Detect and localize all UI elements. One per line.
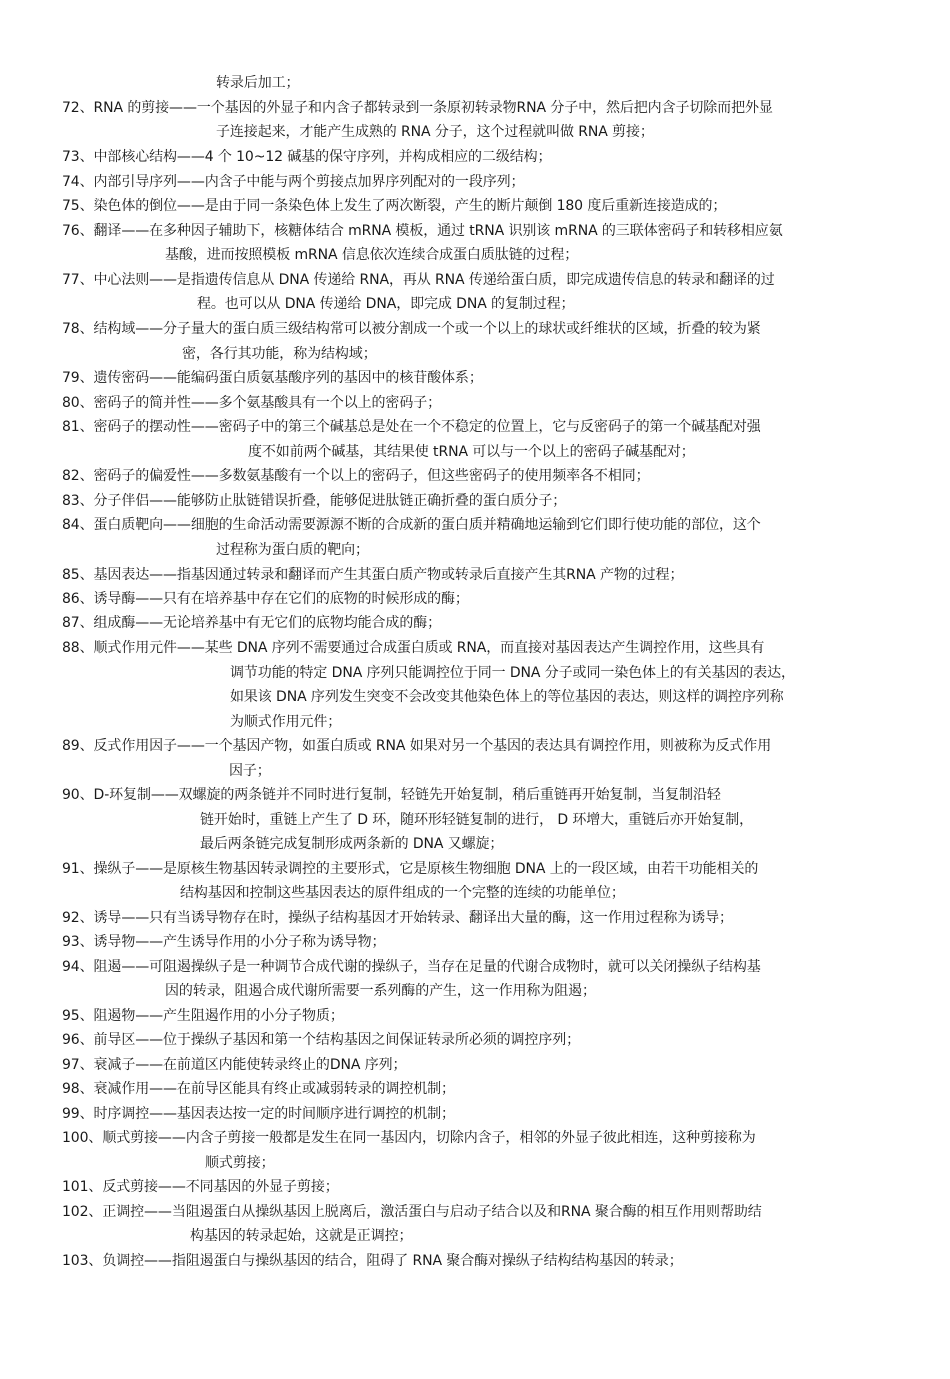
text-line: 85、基因表达——指基因通过转录和翻译而产生其蛋白质产物或转录后直接产生其RNA 产物的过程； (62, 567, 684, 583)
text-line: 77、中心法则——是指遗传信息从 DNA 传递给 RNA，再从 RNA 传递给蛋白质，即完成遗传信息的转录和翻译的过 (62, 272, 775, 288)
text-line: 101、反式剪接——不同基因的外显子剪接； (62, 1179, 339, 1195)
text-line: 76、翻译——在多种因子辅助下，核糖体结合 mRNA 模板，通过 tRNA 识别该 mRNA 的三联体密码子和转移相应氨 (62, 223, 783, 239)
text-line: 72、RNA 的剪接——一个基因的外显子和内含子都转录到一条原初转录物RNA 分子中，然后把内含子切除而把外显 (62, 100, 773, 116)
text-line: 91、操纵子——是原核生物基因转录调控的主要形式，它是原核生物细胞 DNA 上的一段区域，由若干功能相关的 (62, 861, 759, 877)
text-line: 96、前导区——位于操纵子基因和第一个结构基因之间保证转录所必须的调控序列； (62, 1032, 581, 1048)
text-line: 88、顺式作用元件——某些 DNA 序列不需要通过合成蛋白质或 RNA，而直接对基因表达产生调控作用，这些具有 (62, 640, 765, 656)
text-line: 结构基因和控制这些基因表达的原件组成的一个完整的连续的功能单位； (180, 885, 625, 901)
text-line: 转录后加工； (216, 75, 300, 91)
text-line: 最后两条链完成复制形成两条新的 DNA 又螺旋； (200, 836, 504, 852)
text-line: 89、反式作用因子——一个基因产物，如蛋白质或 RNA 如果对另一个基因的表达具有调控作用，则被称为反式作用 (62, 738, 772, 754)
text-line: 基酸，进而按照模板 mRNA 信息依次连续合成蛋白质肽链的过程； (165, 247, 579, 263)
text-line: 102、正调控——当阻遏蛋白从操纵基因上脱离后，激活蛋白与启动子结合以及和RNA 聚合酶的相互作用则帮助结 (62, 1204, 762, 1220)
text-line: 度不如前两个碱基，其结果使 tRNA 可以与一个以上的密码子碱基配对； (248, 444, 695, 460)
text-line: 83、分子伴侣——能够防止肽链错误折叠，能够促进肽链正确折叠的蛋白质分子； (62, 493, 567, 509)
text-line: 81、密码子的摆动性——密码子中的第三个碱基总是处在一个不稳定的位置上，它与反密码子的第一个碱基配对强 (62, 419, 761, 435)
text-line: 87、组成酶——无论培养基中有无它们的底物均能合成的酶； (62, 615, 442, 631)
text-line: 92、诱导——只有当诱导物存在时，操纵子结构基因才开始转录、翻译出大量的酶，这一作用过程称为诱导； (62, 910, 733, 926)
text-line: 子连接起来，才能产生成熟的 RNA 分子，这个过程就叫做 RNA 剪接； (216, 124, 654, 140)
text-line: 79、遗传密码——能编码蛋白质氨基酸序列的基因中的核苷酸体系； (62, 370, 483, 386)
text-line: 93、诱导物——产生诱导作用的小分子称为诱导物； (62, 934, 386, 950)
text-line: 调节功能的特定 DNA 序列只能调控位于同一 DNA 分子或同一染色体上的有关基因的表达， (230, 665, 795, 681)
text-line: 73、中部核心结构——4 个 10~12 碱基的保守序列，并构成相应的二级结构； (62, 149, 552, 165)
text-line: 因的转录，阻遏合成代谢所需要一系列酶的产生，这一作用称为阻遏； (165, 983, 596, 999)
text-line: 84、蛋白质靶向——细胞的生命活动需要源源不断的合成新的蛋白质并精确地运输到它们即行使功能的部位，这个 (62, 517, 761, 533)
text-line: 90、D-环复制——双螺旋的两条链并不同时进行复制，轻链先开始复制，稍后重链再开始复制，当复制沿轻 (62, 787, 721, 803)
text-line: 82、密码子的偏爱性——多数氨基酸有一个以上的密码子，但这些密码子的使用频率各不相同； (62, 468, 650, 484)
text-line: 75、染色体的倒位——是由于同一条染色体上发生了两次断裂，产生的断片颠倒 180 度后重新连接造成的； (62, 198, 727, 214)
text-line: 为顺式作用元件； (230, 714, 342, 730)
text-line: 密，各行其功能，称为结构域； (182, 346, 377, 362)
text-line: 86、诱导酶——只有在培养基中存在它们的底物的时候形成的酶； (62, 591, 469, 607)
text-line: 如果该 DNA 序列发生突变不会改变其他染色体上的等位基因的表达，则这样的调控序列称 (230, 689, 784, 705)
text-line: 94、阻遏——可阻遏操纵子是一种调节合成代谢的操纵子，当存在足量的代谢合成物时，就可以关闭操纵子结构基 (62, 959, 761, 975)
text-line: 顺式剪接； (205, 1155, 275, 1171)
text-line: 程。也可以从 DNA 传递给 DNA，即完成 DNA 的复制过程； (197, 296, 575, 312)
text-line: 过程称为蛋白质的靶向； (216, 542, 369, 558)
text-line: 因子； (229, 763, 271, 779)
text-line: 78、结构域——分子量大的蛋白质三级结构常可以被分割成一个或一个以上的球状或纤维状的区域，折叠的较为紧 (62, 321, 761, 337)
text-line: 97、衰减子——在前道区内能使转录终止的DNA 序列； (62, 1057, 407, 1073)
text-line: 80、密码子的简并性——多个氨基酸具有一个以上的密码子； (62, 395, 442, 411)
text-line: 95、阻遏物——产生阻遏作用的小分子物质； (62, 1008, 344, 1024)
text-line: 链开始时，重链上产生了 D 环，随环形轻链复制的进行， D 环增大，重链后亦开始复制， (200, 812, 754, 828)
text-line: 98、衰减作用——在前导区能具有终止或减弱转录的调控机制； (62, 1081, 455, 1097)
text-line: 构基因的转录起始，这就是正调控； (190, 1228, 413, 1244)
text-line: 99、时序调控——基因表达按一定的时间顺序进行调控的机制； (62, 1106, 455, 1122)
text-line: 103、负调控——指阻遏蛋白与操纵基因的结合，阻碍了 RNA 聚合酶对操纵子结构结构基因的转录； (62, 1253, 683, 1269)
text-line: 100、顺式剪接——内含子剪接一般都是发生在同一基因内，切除内含子，相邻的外显子彼此相连，这种剪接称为 (62, 1130, 756, 1146)
text-line: 74、内部引导序列——内含子中能与两个剪接点加界序列配对的一段序列； (62, 174, 525, 190)
